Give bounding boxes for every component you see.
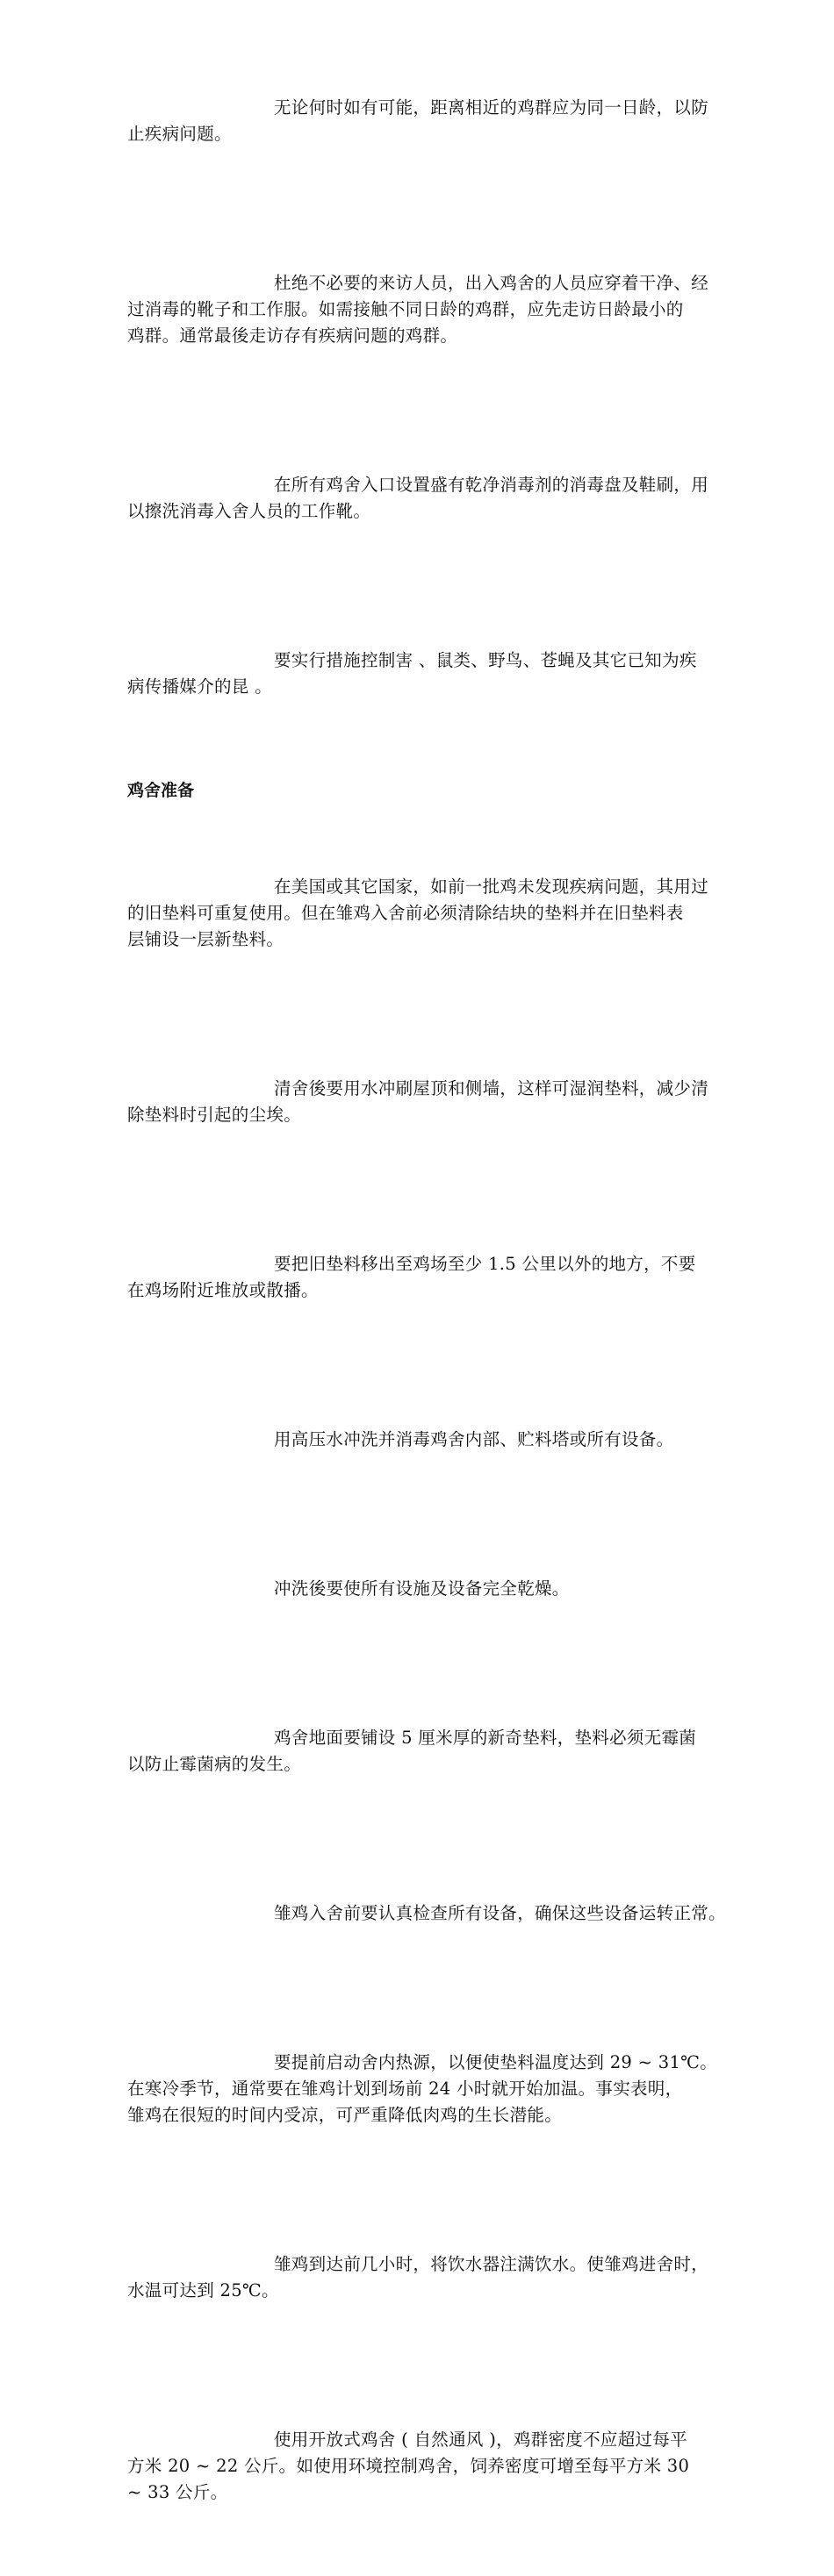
paragraph	[127, 218, 777, 402]
section-biosecurity	[127, 42, 777, 753]
section-heading: 鸡舍准备	[127, 781, 195, 800]
paragraph	[127, 1523, 777, 1655]
paragraph-line: ~ 33 公斤。	[127, 2482, 228, 2502]
paragraph-line: 方米 20 ~ 22 公斤。如使用环境控制鸡舍，饲养密度可增至每平方米 30	[127, 2456, 690, 2476]
paragraph-line: 要提前启动舍内热源，以便使垫料温度达到 29 ~ 31℃。	[274, 2052, 718, 2072]
paragraph-line: 以防止霉菌病的发生。	[127, 1754, 302, 1774]
paragraph-line: 在寒冷季节，通常要在雏鸡计划到场前 24 小时就开始加温。事实表明，	[127, 2079, 683, 2099]
paragraph-line: 鸡舍地面要铺设 5 厘米厚的新奇垫料，垫料必须无霉菌	[274, 1728, 697, 1748]
paragraph-line: 层铺设一层新垫料。	[127, 929, 284, 949]
document-page	[127, 42, 777, 2576]
paragraph-line: 雏鸡入舍前要认真检查所有设备，确保这些设备运转正常。	[274, 1903, 726, 1923]
paragraph	[127, 2199, 777, 2357]
paragraph	[127, 419, 777, 577]
paragraph-line: 无论何时如有可能，距离相近的鸡群应为同一日龄，以防	[274, 97, 709, 118]
paragraph-line: 要把旧垫料移出至鸡场至少 1.5 公里以外的地方，不要	[274, 1254, 696, 1274]
paragraph-line: 冲洗後要使所有设施及设备完全乾燥。	[274, 1578, 570, 1599]
paragraph-line: 水温可达到 25℃。	[127, 2280, 279, 2301]
paragraph-line: 雏鸡在很短的时间内受凉，可严重降低肉鸡的生长潜能。	[127, 2105, 563, 2125]
paragraph-line: 在鸡场附近堆放或散播。	[127, 1280, 319, 1300]
paragraph	[127, 2374, 777, 2558]
paragraph-line: 鸡群。通常最後走访存有疾病问题的鸡群。	[127, 326, 458, 346]
paragraph	[127, 1374, 777, 1506]
paragraph	[127, 1023, 777, 1181]
paragraph	[127, 1672, 777, 1830]
paragraph-line: 的旧垫料可重复使用。但在雏鸡入舍前必须清除结块的垫料并在旧垫料表	[127, 903, 684, 923]
paragraph-line: 使用开放式鸡舍 ( 自然通风 )，鸡群密度不应超过每平	[274, 2429, 687, 2450]
paragraph	[127, 595, 777, 753]
paragraph-line: 要实行措施控制害 、鼠类、野鸟、苍蝇及其它已知为疾	[274, 650, 697, 670]
paragraph-line: 过消毒的靴子和工作服。如需接触不同日龄的鸡群，应先走访日龄最小的	[127, 299, 684, 319]
paragraph-line: 病传播媒介的昆 。	[127, 676, 272, 697]
paragraph	[127, 42, 777, 200]
paragraph-line: 杜绝不必要的来访人员，出入鸡舍的人员应穿着干净、经	[274, 273, 709, 293]
paragraph-line: 止疾病问题。	[127, 124, 232, 144]
paragraph-line: 在美国或其它国家，如前一批鸡未发现疾病问题，其用过	[274, 877, 709, 897]
section-house-preparation	[127, 777, 777, 2558]
paragraph-line: 除垫料时引起的尘埃。	[127, 1105, 302, 1125]
paragraph-line: 清舍後要用水冲刷屋顶和侧墙，这样可湿润垫料，减少清	[274, 1078, 709, 1098]
paragraph-line: 雏鸡到达前几小时，将饮水器注满饮水。使雏鸡进舍时，	[274, 2254, 709, 2274]
paragraph	[127, 1199, 777, 1356]
paragraph	[127, 821, 777, 1005]
paragraph	[127, 1997, 777, 2181]
paragraph-line: 在所有鸡舍入口设置盛有乾净消毒剂的消毒盘及鞋刷，用	[274, 475, 709, 495]
paragraph	[127, 1848, 777, 1979]
paragraph-line: 以擦洗消毒入舍人员的工作靴。	[127, 501, 371, 521]
paragraph-line: 用高压水冲洗并消毒鸡舍内部、贮料塔或所有设备。	[274, 1429, 674, 1449]
